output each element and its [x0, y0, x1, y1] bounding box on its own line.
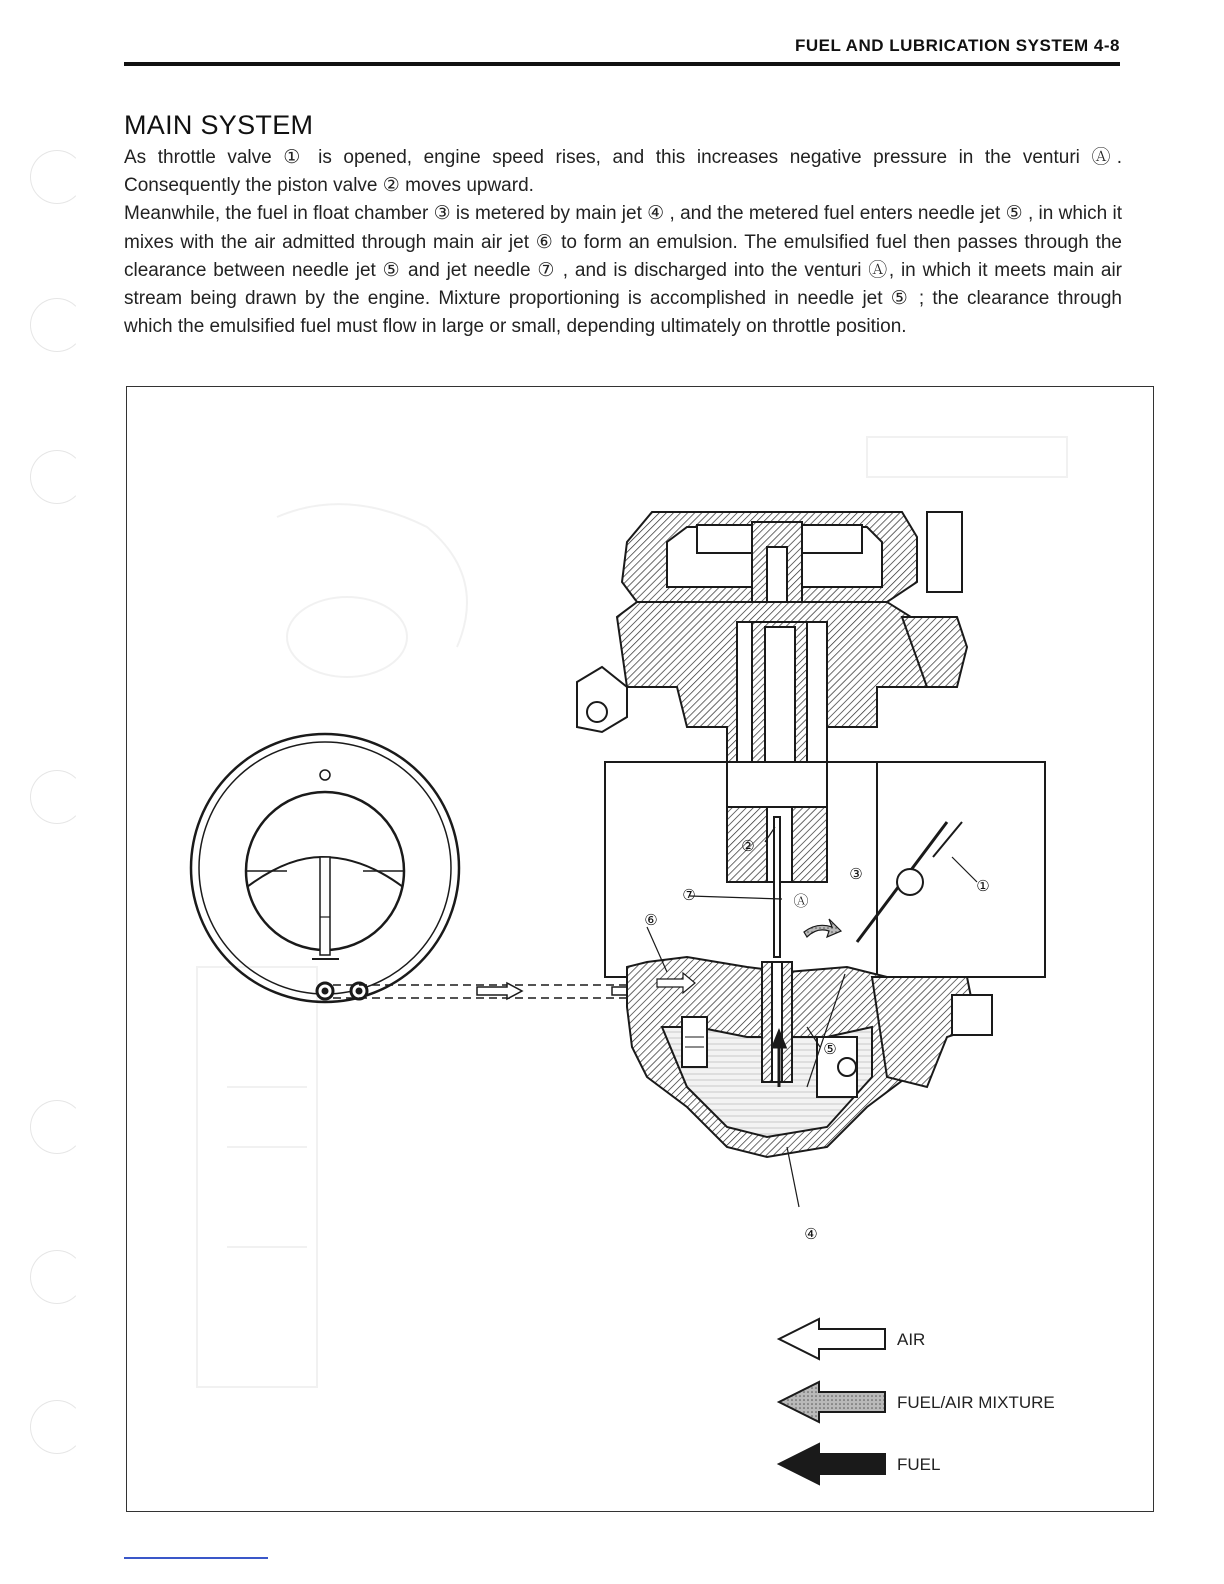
carburetor-diagram [127, 387, 1153, 1511]
callout-needle-jet: ⑤ [823, 1040, 837, 1058]
legend-label-air: AIR [897, 1330, 926, 1349]
binder-hole [30, 150, 84, 204]
legend-label-mixture: FUEL/AIR MIXTURE [897, 1393, 1055, 1412]
carburetor-body [577, 512, 1045, 1157]
legend-mixture-arrow [779, 1382, 885, 1422]
callout-float-chamber: ③ [849, 865, 863, 883]
callout-venturi: Ⓐ [793, 892, 809, 910]
paragraph: As throttle valve ① is opened, engine speed rises, and this increases negative pressure in the venturi Ⓐ. Consequently the piston valve ② moves upward. [124, 147, 1122, 197]
legend-air-arrow [779, 1319, 885, 1359]
section-title: MAIN SYSTEM [124, 110, 314, 140]
gauge-dial [191, 734, 459, 1002]
header-rule [124, 62, 1120, 66]
legend-fuel-arrow [779, 1444, 885, 1484]
callout-throttle-valve: ① [976, 877, 990, 895]
footer-rule [124, 1557, 268, 1559]
carburetor-figure [126, 386, 1154, 1512]
running-head: FUEL AND LUBRICATION SYSTEM 4-8 [795, 36, 1120, 55]
callout-main-jet: ④ [804, 1225, 818, 1243]
callout-jet-needle: ⑦ [682, 886, 696, 904]
binder-hole [30, 770, 84, 824]
paragraph: Meanwhile, the fuel in float chamber ③ is metered by main jet ④ , and the metered fuel enters needle jet ⑤ , in which it mixes with the air admitted through main air jet ⑥ to form an emulsion. The emulsified fuel then passes through the clearance between needle jet ⑤ and jet needle ⑦ , and is discharged into the venturi Ⓐ, in which it meets main air stream being drawn by the engine. Mixture proportioning is accomplished in needle jet ⑤ ; the clearance through which the emulsified fuel must flow in large or small, depending ultimately on throttle position. [124, 203, 1122, 338]
binder-hole [30, 298, 84, 352]
body-text [124, 144, 1122, 341]
callout-main-air-jet: ⑥ [644, 911, 658, 929]
binder-hole [30, 450, 84, 504]
callout-piston-valve: ② [741, 837, 755, 855]
binder-hole [30, 1100, 84, 1154]
legend-label-fuel: FUEL [897, 1455, 941, 1474]
binder-hole [30, 1250, 84, 1304]
binder-hole [30, 1400, 84, 1454]
